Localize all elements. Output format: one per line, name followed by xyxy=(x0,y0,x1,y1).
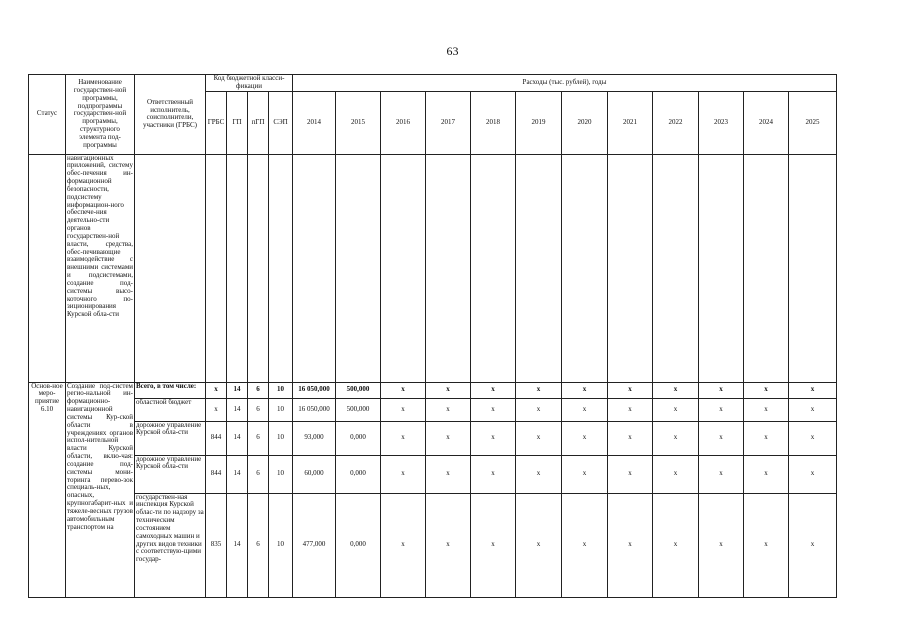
row-executor: дорожное управление Курской обла-сти xyxy=(135,421,206,455)
continuation-status-cell xyxy=(29,154,66,382)
value-cell: x xyxy=(608,398,653,421)
value-cell: x xyxy=(381,382,426,398)
empty-cell xyxy=(206,154,227,382)
value-cell: x xyxy=(562,493,608,597)
empty-cell xyxy=(426,154,471,382)
value-cell: x xyxy=(608,493,653,597)
value-cell: x xyxy=(471,382,516,398)
header-year: 2025 xyxy=(789,91,837,154)
header-executor: Ответственный исполнитель, соисполнители, участники (ГРБС) xyxy=(135,75,206,155)
empty-cell xyxy=(516,154,562,382)
value-cell: x xyxy=(699,382,744,398)
empty-cell xyxy=(699,154,744,382)
value-cell: x xyxy=(789,398,837,421)
header-year: 2023 xyxy=(699,91,744,154)
value-cell: x xyxy=(699,398,744,421)
header-code-grbs: ГРБС xyxy=(206,91,227,154)
header-year: 2014 xyxy=(293,91,336,154)
value-cell: x xyxy=(744,382,789,398)
empty-cell xyxy=(381,154,426,382)
empty-cell xyxy=(269,154,293,382)
value-cell: x xyxy=(471,493,516,597)
header-program-name: Наименование государствен-ной программы, подпрограммы государствен-ной программы, структурного элемента под-программы xyxy=(66,75,135,155)
header-expenses: Расходы (тыс. рублей), годы xyxy=(293,75,837,92)
header-year: 2016 xyxy=(381,91,426,154)
header-year: 2015 xyxy=(336,91,381,154)
value-cell: 93,000 xyxy=(293,421,336,455)
row-gp: 14 xyxy=(227,421,248,455)
value-cell: x xyxy=(562,421,608,455)
row-grbs: 844 xyxy=(206,421,227,455)
value-cell: x xyxy=(789,455,837,493)
row-executor: областной бюджет xyxy=(135,398,206,421)
value-cell: x xyxy=(562,382,608,398)
row-sep: 10 xyxy=(269,421,293,455)
row-gp: 14 xyxy=(227,455,248,493)
row-grbs: x xyxy=(206,382,227,398)
empty-cell xyxy=(227,154,248,382)
row-grbs: 835 xyxy=(206,493,227,597)
value-cell: x xyxy=(426,382,471,398)
value-cell: x xyxy=(653,455,699,493)
value-cell: x xyxy=(744,493,789,597)
header-year: 2019 xyxy=(516,91,562,154)
value-cell: x xyxy=(516,421,562,455)
value-cell: x xyxy=(381,455,426,493)
row-executor: Всего, в том числе: xyxy=(135,382,206,398)
continuation-text: навигационных приложений, систему обес-печения ин-формационной безопасности, подсистему информацион-ного обеспече-ния деятельно-сти органов государствен-ной власти, средства, обес-печивающие взаимодействие с внешними системами и подсистемами, создание под-системы высо-коточного по-зиционирования Курской обла-сти xyxy=(66,154,135,382)
value-cell: x xyxy=(381,398,426,421)
header-code-pgp: пГП xyxy=(248,91,269,154)
value-cell: x xyxy=(699,493,744,597)
header-code-gp: ГП xyxy=(227,91,248,154)
value-cell: 500,000 xyxy=(336,398,381,421)
empty-cell xyxy=(336,154,381,382)
row-sep: 10 xyxy=(269,493,293,597)
value-cell: x xyxy=(789,382,837,398)
row-pgp: 6 xyxy=(248,398,269,421)
value-cell: x xyxy=(653,382,699,398)
row-gp: 14 xyxy=(227,398,248,421)
row-pgp: 6 xyxy=(248,455,269,493)
value-cell: x xyxy=(608,421,653,455)
value-cell: 0,000 xyxy=(336,493,381,597)
value-cell: x xyxy=(516,493,562,597)
measure-name: Создание под-систем регио-нальной ин-формационно-навигационной системы Кур-ской области в учреждениях органов испол-нительной власти Курской области, вклю-чая: создание под-системы мони-торинга перево-зок специаль-ных, опасных, крупногабарит-ных и тяжеле-весных грузов автомобильным транспортом на xyxy=(66,382,135,597)
value-cell: x xyxy=(562,455,608,493)
header-year: 2022 xyxy=(653,91,699,154)
empty-cell xyxy=(293,154,336,382)
value-cell: x xyxy=(744,421,789,455)
value-cell: x xyxy=(471,455,516,493)
value-cell: x xyxy=(789,421,837,455)
header-year: 2018 xyxy=(471,91,516,154)
value-cell: x xyxy=(608,455,653,493)
row-sep: 10 xyxy=(269,382,293,398)
empty-cell xyxy=(744,154,789,382)
value-cell: x xyxy=(426,421,471,455)
value-cell: 500,000 xyxy=(336,382,381,398)
row-sep: 10 xyxy=(269,398,293,421)
value-cell: x xyxy=(699,421,744,455)
page-number: 63 xyxy=(446,44,459,58)
value-cell: x xyxy=(608,382,653,398)
row-grbs: x xyxy=(206,398,227,421)
row-pgp: 6 xyxy=(248,493,269,597)
row-sep: 10 xyxy=(269,455,293,493)
empty-cell xyxy=(653,154,699,382)
value-cell: x xyxy=(562,398,608,421)
empty-cell xyxy=(789,154,837,382)
header-status: Статус xyxy=(29,75,66,155)
header-year: 2017 xyxy=(426,91,471,154)
value-cell: x xyxy=(471,421,516,455)
value-cell: x xyxy=(653,398,699,421)
value-cell: 477,000 xyxy=(293,493,336,597)
row-pgp: 6 xyxy=(248,382,269,398)
header-code-sep: СЭП xyxy=(269,91,293,154)
value-cell: x xyxy=(426,493,471,597)
header-budget-code: Код бюджетной класси-фикации xyxy=(206,75,293,92)
header-year: 2021 xyxy=(608,91,653,154)
row-grbs: 844 xyxy=(206,455,227,493)
measure-status: Основ-ное меро-приятие 6.10 xyxy=(29,382,66,597)
value-cell: x xyxy=(516,398,562,421)
empty-cell xyxy=(471,154,516,382)
empty-cell xyxy=(608,154,653,382)
value-cell: 16 050,000 xyxy=(293,382,336,398)
value-cell: x xyxy=(653,421,699,455)
value-cell: x xyxy=(789,493,837,597)
empty-cell xyxy=(562,154,608,382)
value-cell: 0,000 xyxy=(336,421,381,455)
value-cell: x xyxy=(516,382,562,398)
value-cell: 0,000 xyxy=(336,455,381,493)
header-year: 2024 xyxy=(744,91,789,154)
value-cell: x xyxy=(381,421,426,455)
row-gp: 14 xyxy=(227,493,248,597)
value-cell: x xyxy=(516,455,562,493)
value-cell: 16 050,000 xyxy=(293,398,336,421)
empty-cell xyxy=(135,154,206,382)
row-executor: дорожное управление Курской обла-сти xyxy=(135,455,206,493)
empty-cell xyxy=(248,154,269,382)
header-year: 2020 xyxy=(562,91,608,154)
value-cell: x xyxy=(381,493,426,597)
row-gp: 14 xyxy=(227,382,248,398)
value-cell: x xyxy=(426,455,471,493)
value-cell: x xyxy=(471,398,516,421)
value-cell: x xyxy=(653,493,699,597)
value-cell: x xyxy=(744,398,789,421)
value-cell: 60,000 xyxy=(293,455,336,493)
value-cell: x xyxy=(699,455,744,493)
value-cell: x xyxy=(744,455,789,493)
row-pgp: 6 xyxy=(248,421,269,455)
budget-table xyxy=(28,74,837,598)
row-executor: государствен-ная инспекция Курской облас-ти по надзору за техническим состоянием самоходных машин и других видов техники с соответствую-щими государ- xyxy=(135,493,206,597)
value-cell: x xyxy=(426,398,471,421)
